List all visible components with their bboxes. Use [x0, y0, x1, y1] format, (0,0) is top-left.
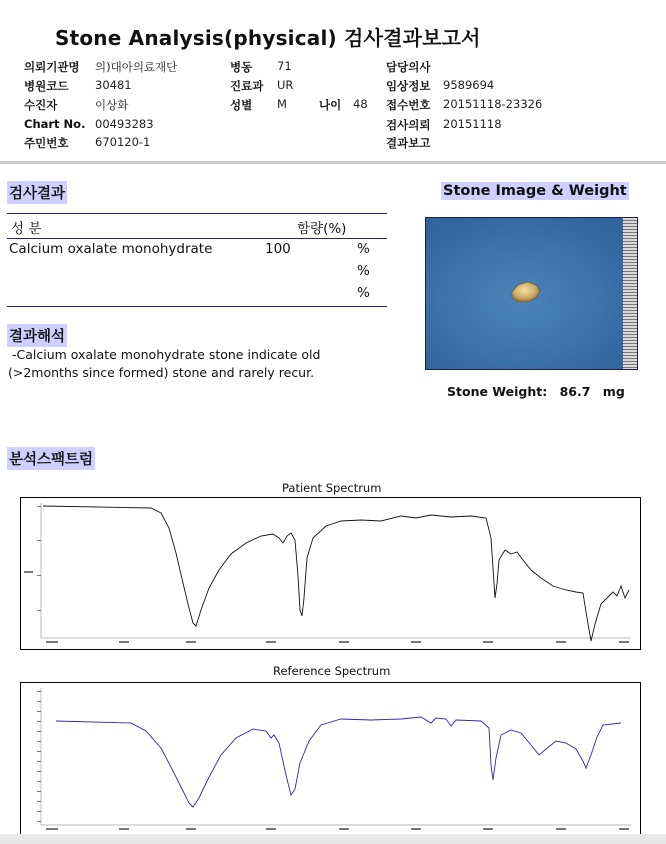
label-test-request: 검사의뢰 [386, 118, 431, 132]
stone-weight-label: Stone Weight: [447, 384, 548, 399]
label-clinical-info: 임상정보 [386, 79, 431, 93]
spectrum-heading: 분석스팩트럼 [7, 447, 95, 470]
stone-weight-unit: mg [602, 384, 625, 399]
stone-weight-value: 86.7 [559, 384, 591, 399]
label-ward: 병동 [230, 60, 253, 74]
patient-spectrum-svg [21, 498, 640, 649]
scale-ruler [623, 218, 637, 369]
stone-heading: Stone Image & Weight [443, 183, 627, 199]
reference-spectrum-svg [21, 683, 640, 834]
value-clinical-info: 9589694 [443, 78, 495, 92]
reference-spectrum-title: Reference Spectrum [273, 664, 391, 678]
value-patient: 이상화 [95, 98, 129, 112]
table-cell-unit: % [357, 285, 370, 301]
patient-spectrum-plot [20, 497, 641, 650]
table-cell-component: Calcium oxalate monohydrate [9, 241, 213, 257]
table-cell-amount: 100 [265, 241, 291, 257]
value-hospital-code: 30481 [95, 78, 132, 92]
table-rule-header [7, 238, 387, 239]
table-rule-top [7, 213, 387, 214]
results-heading: 검사결과 [7, 181, 67, 204]
value-age: 48 [353, 97, 368, 111]
interpretation-heading: 결과해석 [7, 324, 67, 347]
patient-spectrum-title: Patient Spectrum [282, 481, 382, 495]
label-department: 진료과 [230, 79, 264, 93]
label-sex: 성별 [230, 98, 253, 112]
value-receipt-no: 20151118-23326 [443, 97, 543, 111]
table-rule-bottom [7, 306, 387, 307]
results-table [7, 213, 387, 308]
interpretation-line-2: (>2months since formed) stone and rarely recur. [8, 365, 315, 380]
label-patient: 수진자 [24, 98, 58, 112]
header-info [0, 0, 666, 160]
table-cell-unit: % [357, 263, 370, 279]
col-header-component: 성 분 [11, 221, 42, 237]
value-requesting-institution: 의)대아의료재단 [95, 60, 178, 74]
stone-weight [447, 384, 625, 399]
label-attending-doctor: 담당의사 [386, 60, 431, 74]
value-sex: M [277, 97, 287, 111]
header-divider [0, 161, 666, 164]
value-resident-no: 670120-1 [95, 135, 151, 149]
label-age: 나이 [319, 98, 342, 112]
label-receipt-no: 접수번호 [386, 98, 431, 112]
stone-photo [426, 218, 637, 369]
value-department: UR [277, 78, 294, 92]
table-cell-unit: % [357, 241, 370, 257]
label-chart-no: Chart No. [24, 117, 86, 131]
col-header-amount: 함량(%) [297, 221, 347, 237]
page-bottom-strip [0, 834, 666, 844]
value-chart-no: 00493283 [95, 117, 154, 131]
label-requesting-institution: 의뢰기관명 [24, 60, 80, 74]
label-resident-no: 주민번호 [24, 136, 69, 150]
reference-spectrum-plot [20, 682, 641, 835]
report-title: Stone Analysis(physical) 검사결과보고서 [55, 26, 481, 50]
stone-image [425, 217, 638, 370]
value-test-request: 20151118 [443, 117, 502, 131]
label-result-report: 결과보고 [386, 136, 431, 150]
interpretation-line-1: -Calcium oxalate monohydrate stone indicate old [12, 347, 321, 362]
label-hospital-code: 병원코드 [24, 79, 69, 93]
value-ward: 71 [277, 59, 292, 73]
